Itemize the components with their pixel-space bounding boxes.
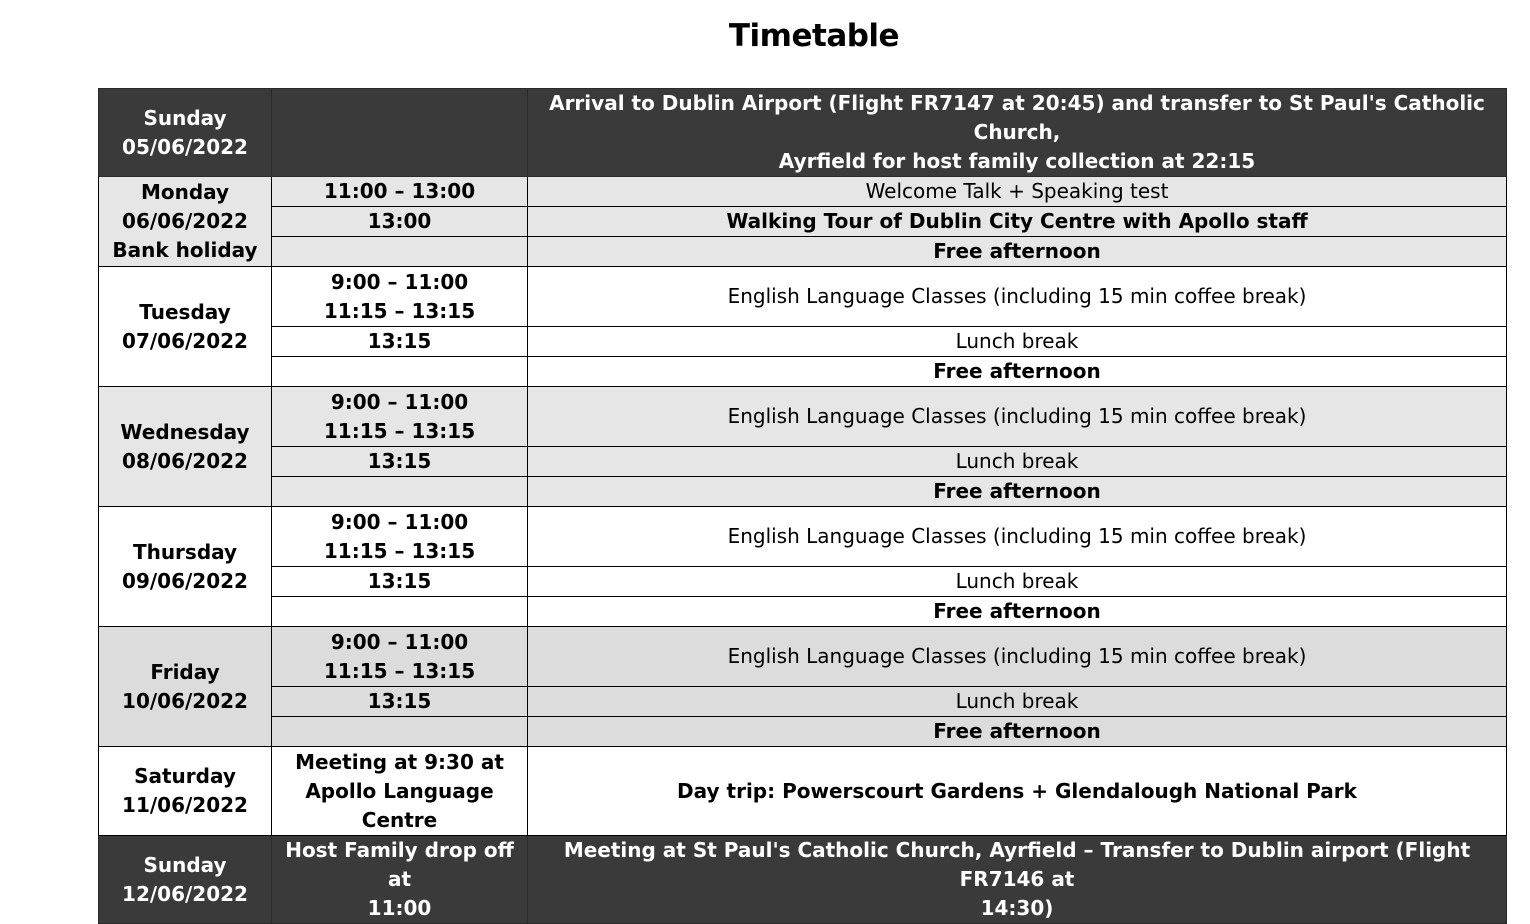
time-cell bbox=[272, 507, 528, 567]
table-row bbox=[99, 717, 1507, 747]
timetable bbox=[98, 88, 1507, 924]
table-row bbox=[99, 207, 1507, 237]
table-row bbox=[99, 747, 1507, 836]
day-cell bbox=[99, 267, 272, 387]
activity-cell: English Language Classes (including 15 min coffee break) bbox=[528, 507, 1507, 567]
time-cell bbox=[272, 836, 528, 924]
time-line: 9:00 – 11:00 bbox=[330, 509, 469, 534]
activity-cell: Lunch break bbox=[528, 327, 1507, 357]
activity-cell: Walking Tour of Dublin City Centre with Apollo staff bbox=[528, 207, 1507, 237]
time-line: 9:00 – 11:00 bbox=[330, 269, 469, 294]
time-cell bbox=[272, 357, 528, 387]
time-cell bbox=[272, 387, 528, 447]
day-note: Bank holiday bbox=[112, 238, 258, 262]
activity-line: Ayrfield for host family collection at 22:15 bbox=[778, 149, 1256, 173]
time-line: Meeting at 9:30 at bbox=[295, 749, 504, 774]
activity-cell: Lunch break bbox=[528, 687, 1507, 717]
day-cell bbox=[99, 507, 272, 627]
activity-cell: English Language Classes (including 15 min coffee break) bbox=[528, 267, 1507, 327]
time-line: 9:00 – 11:00 bbox=[330, 629, 469, 654]
activity-line: 14:30) bbox=[980, 896, 1054, 920]
table-row bbox=[99, 687, 1507, 717]
day-name: Thursday bbox=[132, 539, 238, 564]
day-date: 05/06/2022 bbox=[122, 134, 248, 159]
activity-line: Arrival to Dublin Airport (Flight FR7147 at 20:45) and transfer to St Paul's Catholic Church, bbox=[549, 91, 1485, 144]
activity-cell: Free afternoon bbox=[528, 357, 1507, 387]
time-cell bbox=[272, 89, 528, 177]
activity-cell bbox=[528, 836, 1507, 924]
activity-cell: Welcome Talk + Speaking test bbox=[528, 177, 1507, 207]
time-cell: 13:15 bbox=[272, 447, 528, 477]
table-row bbox=[99, 387, 1507, 447]
day-name: Tuesday bbox=[139, 299, 231, 324]
time-cell: 13:15 bbox=[272, 567, 528, 597]
day-name: Saturday bbox=[134, 764, 236, 788]
day-name: Monday bbox=[140, 180, 230, 204]
time-line: 11:15 – 13:15 bbox=[323, 538, 476, 563]
table-row bbox=[99, 447, 1507, 477]
table-row bbox=[99, 357, 1507, 387]
time-cell bbox=[272, 717, 528, 747]
activity-line: Meeting at St Paul's Catholic Church, Ayrfield – Transfer to Dublin airport (Flight FR7146 at bbox=[563, 838, 1471, 891]
day-date: 09/06/2022 bbox=[122, 568, 248, 593]
page-title: Timetable bbox=[728, 18, 900, 54]
table-row bbox=[99, 327, 1507, 357]
time-cell bbox=[272, 237, 528, 267]
time-line: Centre bbox=[361, 807, 438, 832]
table-row bbox=[99, 567, 1507, 597]
activity-cell: English Language Classes (including 15 min coffee break) bbox=[528, 387, 1507, 447]
day-cell bbox=[99, 627, 272, 747]
activity-cell: English Language Classes (including 15 min coffee break) bbox=[528, 627, 1507, 687]
day-name: Sunday bbox=[143, 852, 227, 877]
day-date: 06/06/2022 bbox=[122, 209, 248, 233]
day-date: 07/06/2022 bbox=[122, 328, 248, 353]
day-name: Friday bbox=[150, 659, 220, 684]
day-cell bbox=[99, 89, 272, 177]
time-cell bbox=[272, 477, 528, 507]
activity-cell: Free afternoon bbox=[528, 717, 1507, 747]
time-cell bbox=[272, 267, 528, 327]
time-line: 11:00 bbox=[367, 896, 432, 920]
day-cell bbox=[99, 747, 272, 836]
time-cell bbox=[272, 597, 528, 627]
day-date: 12/06/2022 bbox=[122, 881, 248, 906]
day-cell bbox=[99, 387, 272, 507]
activity-cell: Day trip: Powerscourt Gardens + Glendalough National Park bbox=[528, 747, 1507, 836]
day-date: 10/06/2022 bbox=[122, 688, 248, 713]
time-line: 11:15 – 13:15 bbox=[323, 418, 476, 443]
table-row bbox=[99, 89, 1507, 177]
time-cell bbox=[272, 747, 528, 836]
time-line: Host Family drop off at bbox=[285, 838, 514, 891]
table-row bbox=[99, 477, 1507, 507]
day-date: 11/06/2022 bbox=[122, 793, 248, 817]
day-date: 08/06/2022 bbox=[122, 448, 248, 473]
activity-cell: Lunch break bbox=[528, 447, 1507, 477]
table-row bbox=[99, 836, 1507, 924]
activity-cell: Free afternoon bbox=[528, 597, 1507, 627]
time-cell: 13:15 bbox=[272, 687, 528, 717]
time-line: 9:00 – 11:00 bbox=[330, 389, 469, 414]
time-cell: 13:15 bbox=[272, 327, 528, 357]
activity-cell bbox=[528, 89, 1507, 177]
day-name: Sunday bbox=[143, 105, 227, 130]
activity-cell: Lunch break bbox=[528, 567, 1507, 597]
table-row bbox=[99, 267, 1507, 327]
time-cell bbox=[272, 627, 528, 687]
time-cell: 11:00 – 13:00 bbox=[272, 177, 528, 207]
activity-cell: Free afternoon bbox=[528, 237, 1507, 267]
time-cell: 13:00 bbox=[272, 207, 528, 237]
table-row bbox=[99, 237, 1507, 267]
table-row bbox=[99, 627, 1507, 687]
activity-cell: Free afternoon bbox=[528, 477, 1507, 507]
day-name: Wednesday bbox=[120, 419, 250, 444]
day-cell bbox=[99, 177, 272, 267]
table-row bbox=[99, 507, 1507, 567]
time-line: Apollo Language bbox=[305, 778, 494, 803]
time-line: 11:15 – 13:15 bbox=[323, 298, 476, 323]
time-line: 11:15 – 13:15 bbox=[323, 658, 476, 683]
table-row bbox=[99, 597, 1507, 627]
day-cell bbox=[99, 836, 272, 924]
table-row bbox=[99, 177, 1507, 207]
